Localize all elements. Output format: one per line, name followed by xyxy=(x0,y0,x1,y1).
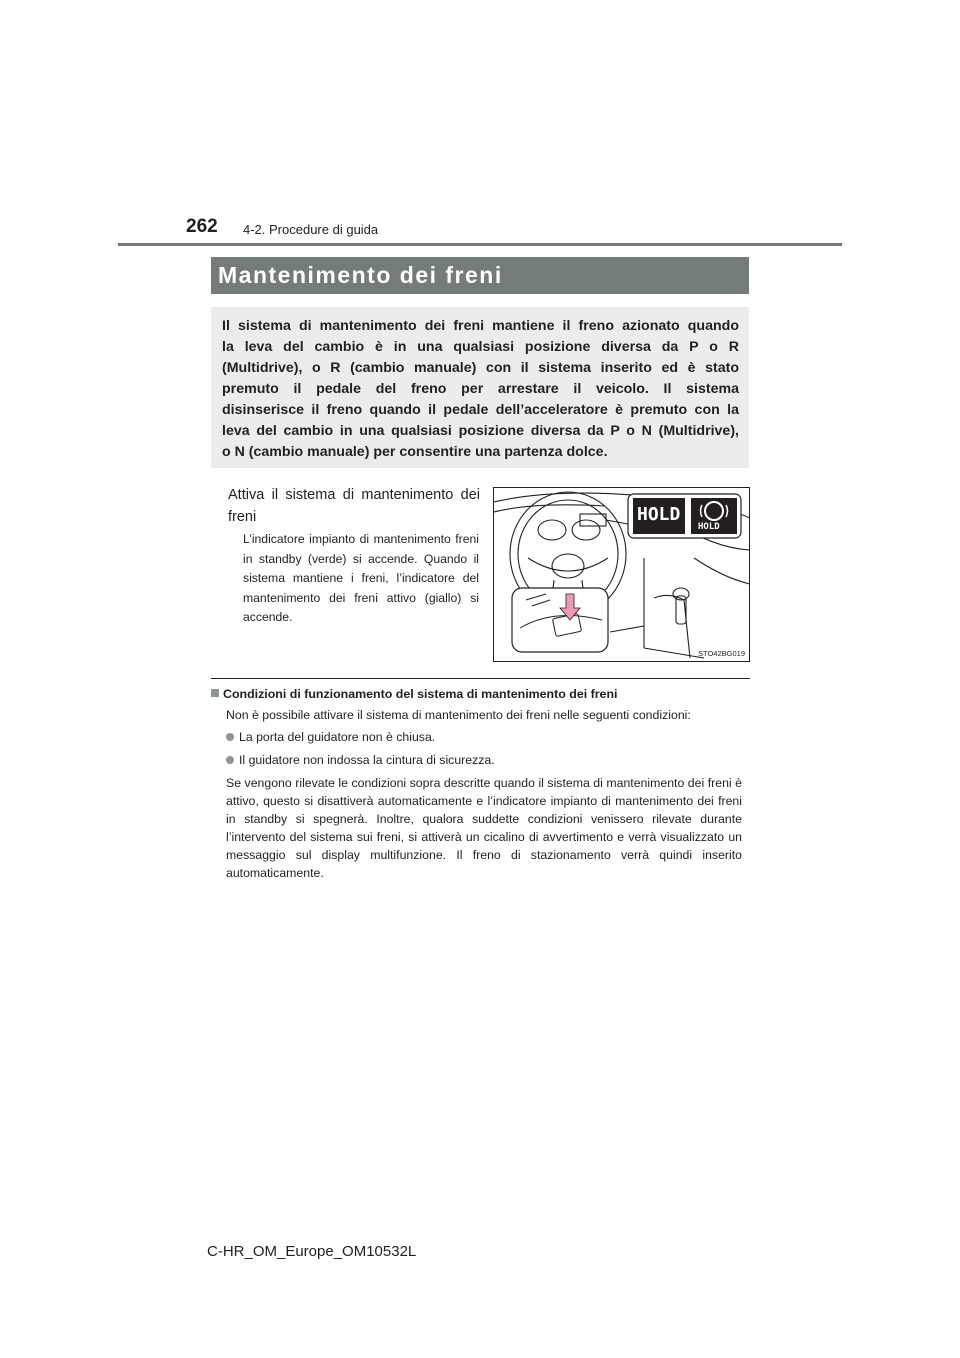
hold-indicator-label: HOLD xyxy=(637,504,681,525)
list-item xyxy=(226,728,435,746)
conditions-body: Se vengono rilevate le condizioni sopra descritte quando il sistema di mantenimento dei freni è attivo, questo si disattiverà automaticamente e l’indicatore impianto di mantenimento dei freni in standby si spegnerà. Inoltre, qualora suddette condizioni venissero rilevate durante l’intervento del sistema sui freni, si attiverà un cicalino di avvertimento e verrà visualizzato un messaggio sul display multifunzione. Il freno di stazionamento verrà quindi inserito automaticamente. xyxy=(226,776,742,880)
bullet-icon xyxy=(226,733,234,741)
conditions-heading-text: Condizioni di funzionamento del sistema di mantenimento dei freni xyxy=(223,687,618,701)
footer-document-code: C-HR_OM_Europe_OM10532L xyxy=(207,1243,417,1260)
intro-text xyxy=(222,316,739,463)
list-item-text: Il guidatore non indossa la cintura di sicurezza. xyxy=(239,753,495,767)
page-title: Mantenimento dei freni xyxy=(218,262,503,288)
title-bar xyxy=(211,257,749,294)
step-title: Attiva il sistema di mantenimento dei freni xyxy=(228,487,480,525)
conditions-heading xyxy=(211,687,617,701)
intro-box xyxy=(211,307,749,468)
conditions-intro: Non è possibile attivare il sistema di mantenimento dei freni nelle seguenti condizioni: xyxy=(226,708,691,722)
square-bullet-icon xyxy=(211,689,219,697)
hold-brake-indicator-label: HOLD xyxy=(698,522,720,532)
intro-line: Il sistema di mantenimento dei freni mantiene il freno azionato quando xyxy=(222,318,739,334)
hold-switch-illustration xyxy=(493,487,750,662)
intro-line: la leva del cambio è in una qualsiasi posizione diversa da P o R xyxy=(222,339,739,355)
section-rule xyxy=(211,678,750,679)
bullet-icon xyxy=(226,756,234,764)
header-rule xyxy=(118,243,842,246)
intro-line: (Multidrive), o R (cambio manuale) con il sistema inserito ed è stato xyxy=(222,360,739,376)
intro-line: disinserisce il freno quando il pedale dell’acceleratore è premuto con la xyxy=(222,402,739,418)
page-number: 262 xyxy=(186,216,218,237)
list-item xyxy=(226,751,495,769)
intro-line: premuto il pedale del freno per arrestare il veicolo. Il sistema xyxy=(222,381,739,397)
intro-line: o N (cambio manuale) per consentire una partenza dolce. xyxy=(222,444,608,460)
figure-code: STO42BG019 xyxy=(698,649,745,658)
step-body: L’indicatore impianto di mantenimento freni in standby (verde) si accende. Quando il sistema mantiene i freni, l’indicatore del mantenimento dei freni attivo (giallo) si accende. xyxy=(243,532,479,624)
list-item-text: La porta del guidatore non è chiusa. xyxy=(239,730,436,744)
section-breadcrumb: 4-2. Procedure di guida xyxy=(243,222,379,237)
cockpit-drawing xyxy=(494,488,750,662)
intro-line: leva del cambio in una qualsiasi posizione diversa da P o N (Multidrive), xyxy=(222,423,739,439)
